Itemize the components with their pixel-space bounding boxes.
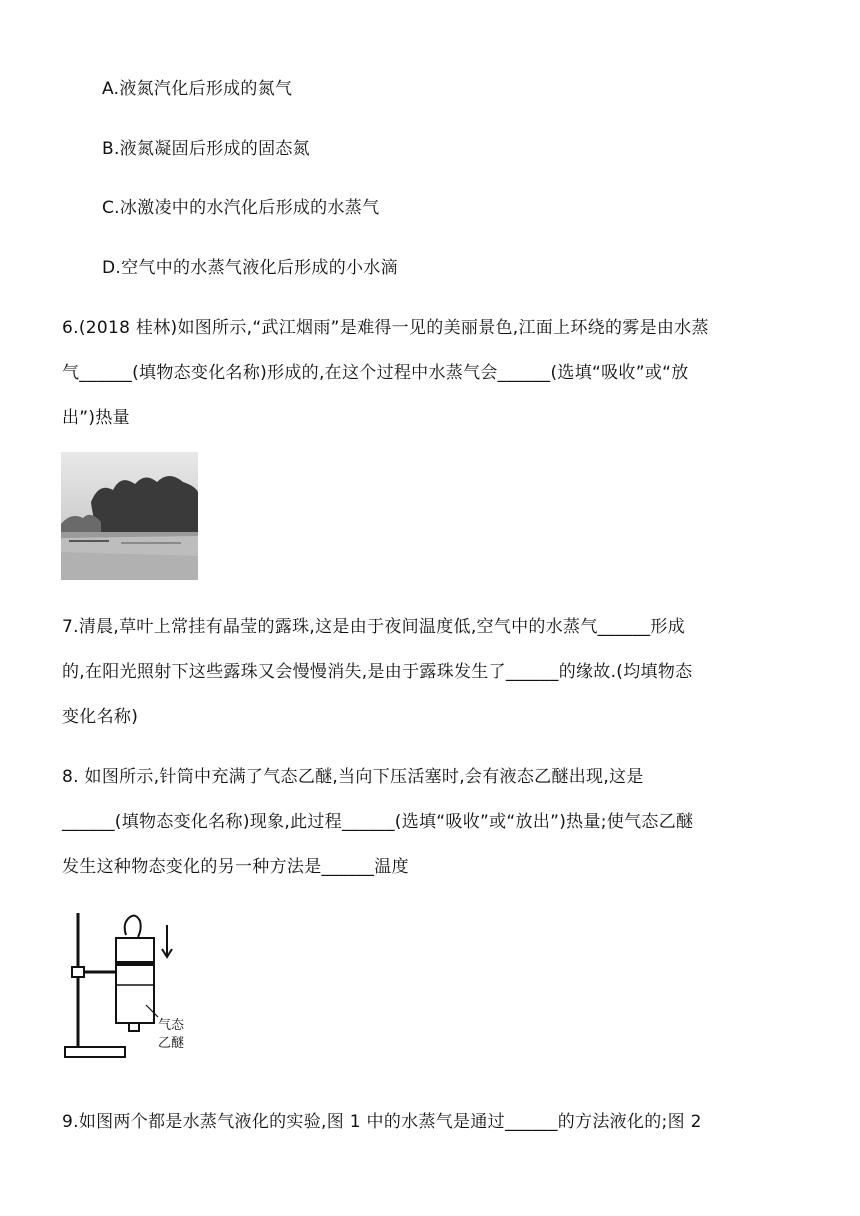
pressing-finger: [125, 916, 141, 937]
question-8-line-3: 发生这种物态变化的另一种方法是______温度: [62, 857, 409, 877]
syringe-stand-diagram: [60, 905, 200, 1065]
option-b: B.液氮凝固后形成的固态氮: [102, 139, 310, 159]
question-7-line-3: 变化名称): [62, 707, 139, 727]
question-7-line-2: 的,在阳光照射下这些露珠又会慢慢消失,是由于露珠发生了______的缘故.(均填物态: [62, 662, 693, 682]
question-9-line-1: 9.如图两个都是水蒸气液化的实验,图 1 中的水蒸气是通过______的方法液化的;图 2: [62, 1112, 702, 1132]
question-8-line-1: 8. 如图所示,针筒中充满了气态乙醚,当向下压活塞时,会有液态乙醚出现,这是: [62, 767, 644, 787]
option-a: A.液氮汽化后形成的氮气: [102, 79, 293, 99]
figure-label-ether: 乙醚: [158, 1036, 185, 1051]
question-6-line-2: 气______(填物态变化名称)形成的,在这个过程中水蒸气会______(选填“吸收”或“放: [62, 363, 689, 383]
question-6-line-1: 6.(2018 桂林)如图所示,“武江烟雨”是难得一见的美丽景色,江面上环绕的雾是由水蒸: [62, 318, 709, 338]
misty-river-photo: [61, 452, 198, 580]
question-6-line-3: 出”)热量: [62, 408, 130, 428]
syringe-barrel: [116, 938, 154, 1023]
stand-base: [65, 1047, 125, 1057]
option-c: C.冰激凌中的水汽化后形成的水蒸气: [102, 198, 380, 218]
question-8-line-2: ______(填物态变化名称)现象,此过程______(选填“吸收”或“放出”)热量;使气态乙醚: [62, 812, 694, 832]
option-d: D.空气中的水蒸气液化后形成的小水滴: [102, 258, 398, 278]
figure-label-gaseous: 气态: [158, 1018, 185, 1033]
question-7-line-1: 7.清晨,草叶上常挂有晶莹的露珠,这是由于夜间温度低,空气中的水蒸气______形成: [62, 617, 686, 637]
